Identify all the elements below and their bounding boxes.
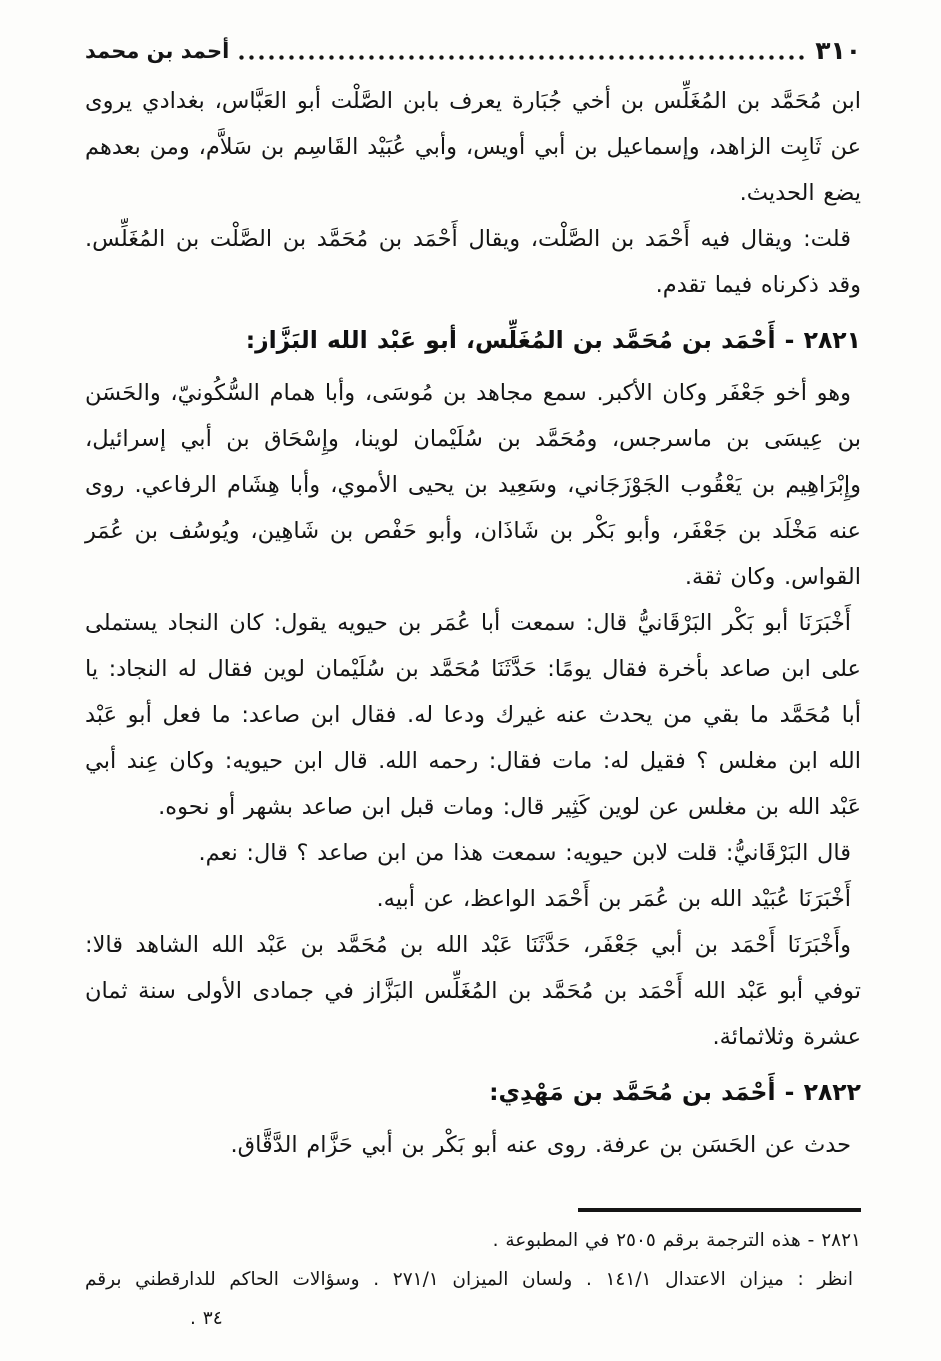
entry-2821-paragraph-5: وأَخْبَرَنَا أَحْمَد بن أبي جَعْفَر، حَدَّثَنَا عَبْد الله بن مُحَمَّد بن عَبْد الله الشاهد قالا: توفي أبو عَبْد الله أَحْمَد بن مُحَمَّد بن المُغَلِّس البَزَّاز في جمادى الأولى سنة ثمان عشرة وثلاثمائة.	[85, 932, 861, 1050]
running-head	[85, 36, 861, 65]
entry-2821-paragraph-2: أَخْبَرَنَا أبو بَكْر البَرْقَانيُّ قال: سمعت أبا عُمَر بن حيويه يقول: كان النجاد يستملى على ابن صاعد بأخرة فقال يومًا: حَدَّثَنَا مُحَمَّد بن سُلَيْمان لوين فقال له النجاد: يا أبا مُحَمَّد ما بقي من يحدث عنه غيرك ودعا له. فقال ابن صاعد: ما فعل أبو عَبْد الله ابن مغلس ؟ فقيل له: مات فقال: رحمه الله. قال ابن حيويه: وكان عِند أبي عَبْد الله بن مغلس عن لوين كَثِير قال: ومات قبل ابن صاعد بشهر أو نحوه.	[85, 610, 861, 820]
running-title: أحمد بن محمد	[85, 38, 230, 63]
entry-2822-paragraph-1: حدث عن الحَسَن بن عرفة. روى عنه أبو بَكْر بن أبي حَزَّام الدَّقَّاق.	[230, 1132, 851, 1158]
entry-2821-paragraph-4: أَخْبَرَنَا عُبَيْد الله بن عُمَر بن أَحْمَد الواعظ، عن أبيه.	[376, 886, 851, 912]
footnotes-section	[85, 1208, 861, 1338]
footnote-2-continuation: ٣٤ .	[190, 1308, 223, 1329]
footnote-2: انظر : ميزان الاعتدال ١٤١/١ . ولسان الميزان ٢٧١/١ . وسؤالات الحاكم للدارقطني برقم	[85, 1269, 853, 1290]
footnote-separator-rule	[578, 1208, 861, 1212]
entry-heading-2821: ٢٨٢١ - أَحْمَد بن مُحَمَّد بن المُغَلِّس، أبو عَبْد الله البَزَّاز:	[245, 326, 861, 354]
footnote-1: ٢٨٢١ - هذه الترجمة برقم ٢٥٠٥ في المطبوعة .	[492, 1230, 861, 1251]
entry-2821-paragraph-3: قال البَرْقَانيُّ: قلت لابن حيويه: سمعت هذا من ابن صاعد ؟ قال: نعم.	[198, 840, 851, 866]
entry-heading-2822: ٢٨٢٢ - أَحْمَد بن مُحَمَّد بن مَهْدِي:	[489, 1078, 861, 1106]
page-body	[85, 78, 861, 1168]
paragraph-intro-continuation: ابن مُحَمَّد بن المُغَلِّس بن أخي جُبَارة يعرف بابن الصَّلْت أبو العَبَّاس، بغدادي يروى عن ثَابِت الزاهد، وإسماعيل بن أبي أويس، وأبي عُبَيْد القَاسِم بن سَلاَّم، ومن بعدهم يضع الحديث.	[85, 88, 861, 206]
paragraph-qultu-note: قلت: ويقال فيه أَحْمَد بن الصَّلْت، ويقال أَحْمَد بن مُحَمَّد بن الصَّلْت بن المُغَلِّس. وقد ذكرناه فيما تقدم.	[85, 226, 861, 298]
entry-2821-paragraph-1: وهو أخو جَعْفَر وكان الأكبر. سمع مجاهد بن مُوسَى، وأبا همام السُّكُونيّ، والحَسَن بن عِيسَى بن ماسرجس، ومُحَمَّد بن سُلَيْمان لوينا، وإِسْحَاق بن أبي إسرائيل، وإِبْرَاهِيم بن يَعْقُوب الجَوْزَجَاني، وسَعِيد بن يحيى الأموي، وأبا هِشَام الرفاعي. روى عنه مَخْلَد بن جَعْفَر، وأبو بَكْر بن شَاذَان، وأبو حَفْص بن شَاهِين، ويُوسُف بن عُمَر القواس. وكان ثقة.	[85, 380, 861, 590]
page-number: ٣١٠	[815, 36, 861, 65]
dotted-leader	[239, 55, 805, 60]
